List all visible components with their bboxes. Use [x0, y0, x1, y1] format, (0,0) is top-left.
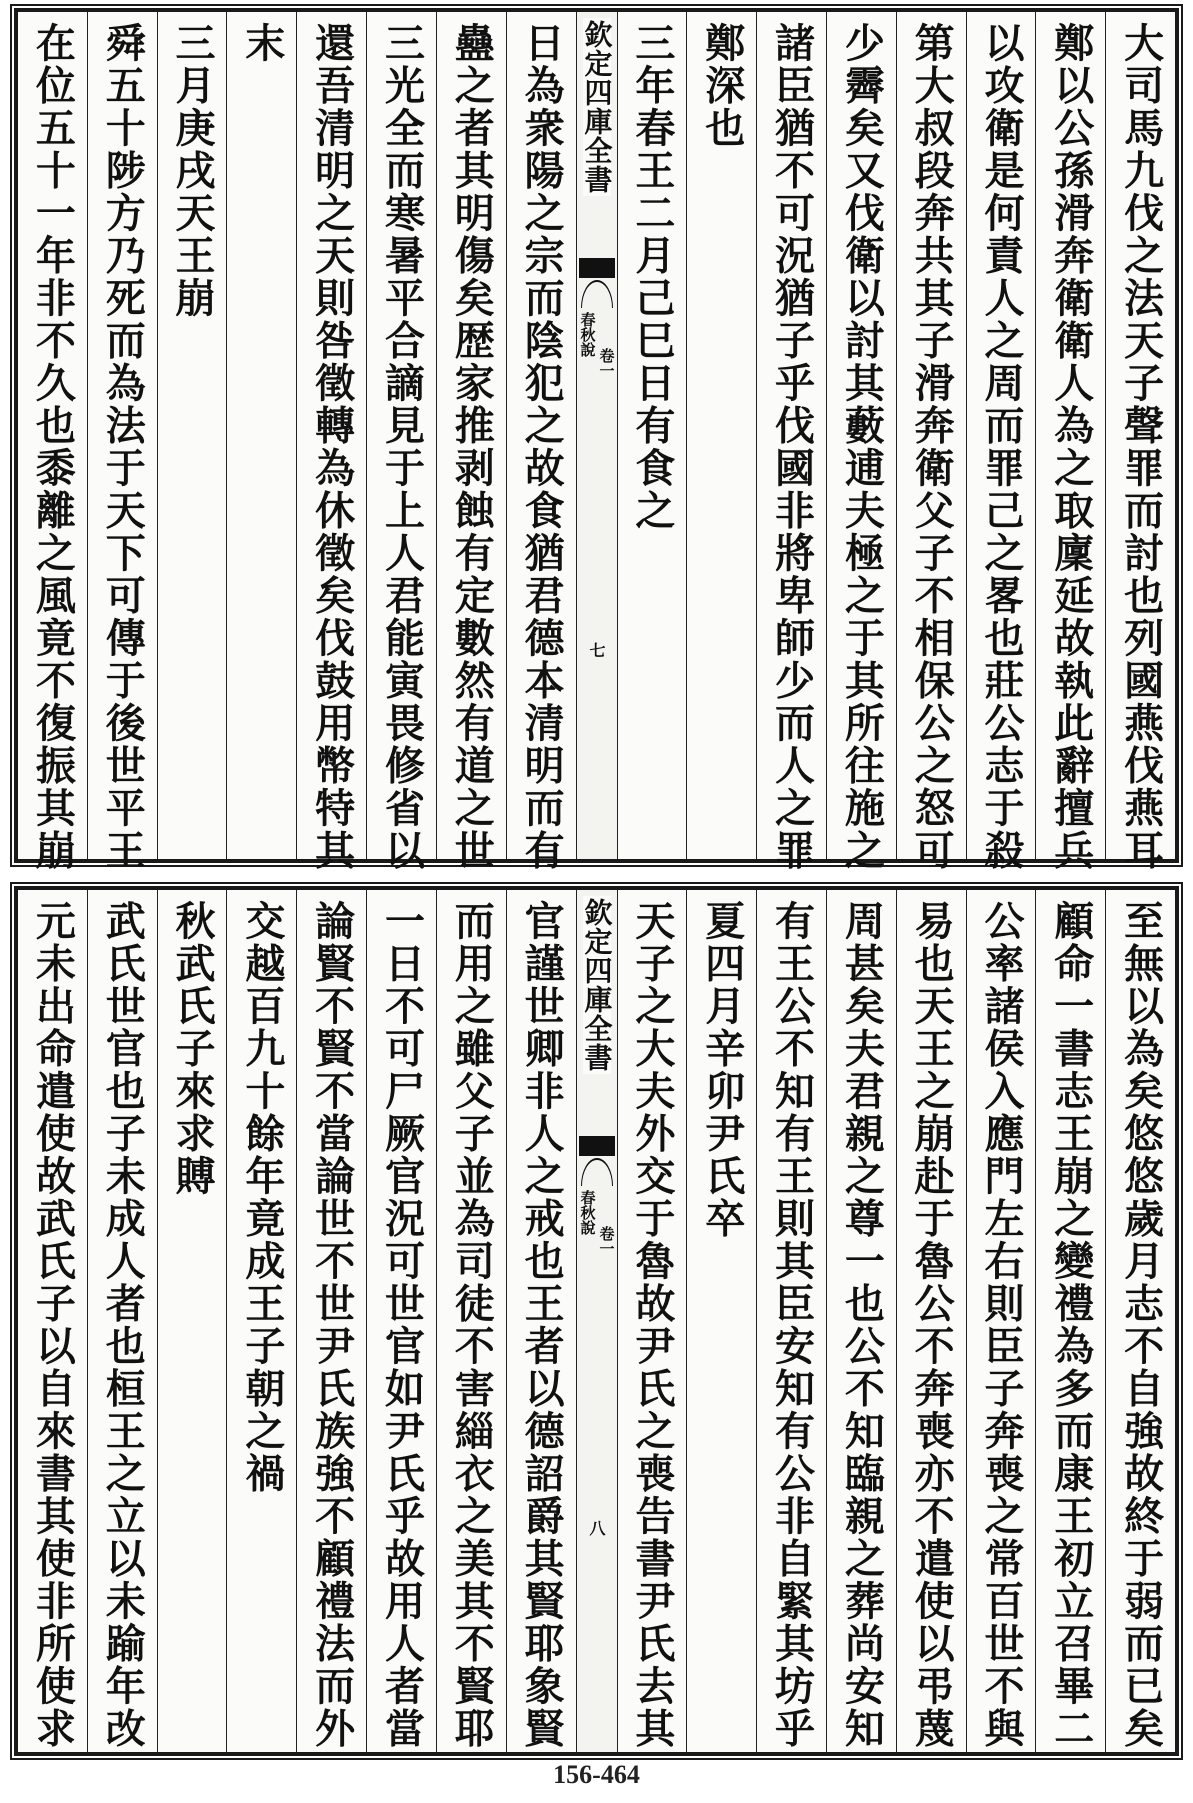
- text-column: [366, 890, 436, 1752]
- text-column: [226, 12, 296, 859]
- upper-half-page: [14, 8, 1179, 872]
- text-column: [1035, 12, 1105, 872]
- column-text: 還吾清明之天則咎徵轉為休徵矣伐鼓用幣特其: [308, 22, 356, 872]
- column-text: 末: [238, 22, 286, 65]
- fish-tail-mark: [579, 258, 615, 278]
- column-text: 三月庚戌天王崩: [169, 22, 217, 320]
- column-text: 而用之雖父子並為司徒不害緇衣之美其不賢耶: [448, 900, 496, 1750]
- text-column: [826, 890, 896, 1752]
- upper-text-columns: [18, 12, 1175, 872]
- column-text: 周甚矣夫君親之尊一也公不知臨親之葬尚安知: [838, 900, 886, 1750]
- text-column: [296, 890, 366, 1752]
- column-text: 武氏世官也子未成人者也桓王之立以未踰年改: [99, 900, 147, 1750]
- column-text: 公率諸侯入應門左右則臣子奔喪之常百世不與: [977, 900, 1025, 1750]
- text-column: [686, 12, 756, 859]
- text-column: [1105, 12, 1175, 872]
- text-column: [157, 890, 227, 1752]
- text-column: [826, 12, 896, 872]
- column-text: 三年春王二月己巳日有食之: [628, 22, 676, 532]
- lower-text-columns: [18, 890, 1175, 1752]
- gutter-folio: 八: [587, 1520, 606, 1536]
- text-column: [18, 890, 87, 1752]
- text-column: [1105, 890, 1175, 1752]
- column-text: 易也天王之崩赴于魯公不奔喪亦不遣使以弔蔑: [908, 900, 956, 1750]
- gutter-book-title: 春秋說: [578, 1190, 597, 1235]
- text-column: [756, 890, 826, 1752]
- text-column: [896, 890, 966, 1752]
- text-column: [366, 12, 436, 872]
- gutter-folio: 七: [587, 642, 606, 658]
- page-number: 156-464: [553, 1760, 640, 1789]
- column-text: 第大叔段奔共其子滑奔衛父子不相保公之怒可: [908, 22, 956, 872]
- column-text: 鄭以公孫滑奔衛衛人為之取廩延故執此辭擅兵: [1047, 22, 1095, 872]
- text-column: [617, 12, 687, 859]
- column-text: 一日不可尸厥官況可世官如尹氏乎故用人者當: [378, 900, 426, 1750]
- center-gutter: [576, 890, 617, 1752]
- text-column: [157, 12, 227, 859]
- fish-tail-mark: [579, 1136, 615, 1156]
- column-text: 交越百九十餘年竟成王子朝之禍: [238, 900, 286, 1495]
- column-text: 天子之大夫外交于魯故尹氏之喪告書尹氏去其: [628, 900, 676, 1750]
- gutter-volume: 卷一: [597, 348, 616, 378]
- text-column: [506, 12, 576, 872]
- text-column: [436, 12, 506, 872]
- column-text: 論賢不賢不當論世不世尹氏族強不顧禮法而外: [308, 900, 356, 1750]
- text-column: [87, 890, 157, 1752]
- column-text: 諸臣猶不可況猶子乎伐國非將卑師少而人之罪: [768, 22, 816, 872]
- text-column: [226, 890, 296, 1752]
- text-column: [756, 12, 826, 872]
- column-text: 大司馬九伐之法天子聲罪而討也列國燕伐燕耳: [1117, 22, 1165, 872]
- text-column: [617, 890, 687, 1752]
- column-text: 秋武氏子來求賻: [169, 900, 217, 1198]
- text-column: [436, 890, 506, 1752]
- column-text: 日為衆陽之宗而陰犯之故食猶君德本清明而有: [518, 22, 566, 872]
- column-text: 官謹世卿非人之戒也王者以德詔爵其賢耶象賢: [518, 900, 566, 1750]
- column-text: 三光全而寒暑平合謫見于上人君能寅畏修省以: [378, 22, 426, 872]
- center-gutter: [576, 12, 617, 859]
- column-text: 在位五十一年非不久也黍離之風竟不復振其崩: [29, 22, 77, 872]
- text-column: [18, 12, 87, 872]
- column-text: 少霽矣又伐衛以討其藪逋夫極之于其所往施之: [838, 22, 886, 872]
- lower-half-page: [14, 886, 1179, 1756]
- column-text: 元未出命遣使故武氏子以自來書其使非所使求: [29, 900, 77, 1750]
- text-column: [1035, 890, 1105, 1752]
- column-text: 至無以為矣悠悠歲月志不自強故終于弱而已矣: [1117, 900, 1165, 1750]
- text-column: [896, 12, 966, 872]
- text-column: [966, 890, 1036, 1752]
- column-text: 以攻衛是何責人之周而罪己之畧也莊公志于殺: [977, 22, 1025, 872]
- column-text: 夏四月辛卯尹氏卒: [698, 900, 746, 1240]
- column-text: 鄭深也: [698, 22, 746, 150]
- text-column: [87, 12, 157, 872]
- text-column: [686, 890, 756, 1752]
- text-column: [506, 890, 576, 1752]
- column-text: 舜五十陟方乃死而為法于天下可傳于後世平王: [99, 22, 147, 872]
- gutter-title: 欽定四庫全書: [580, 898, 614, 1072]
- gutter-book-title: 春秋說: [578, 312, 597, 357]
- column-text: 蠱之者其明傷矣歴家推剥蝕有定數然有道之世: [448, 22, 496, 872]
- column-text: 顧命一書志王崩之變禮為多而康王初立召畢二: [1047, 900, 1095, 1750]
- gutter-title: 欽定四庫全書: [580, 20, 614, 194]
- text-column: [966, 12, 1036, 872]
- fish-tail-curve: [581, 1158, 613, 1186]
- text-column: [296, 12, 366, 872]
- column-text: 有王公不知有王則其臣安知有公非自緊其坊乎: [768, 900, 816, 1750]
- fish-tail-curve: [581, 280, 613, 308]
- gutter-volume: 卷一: [597, 1226, 616, 1256]
